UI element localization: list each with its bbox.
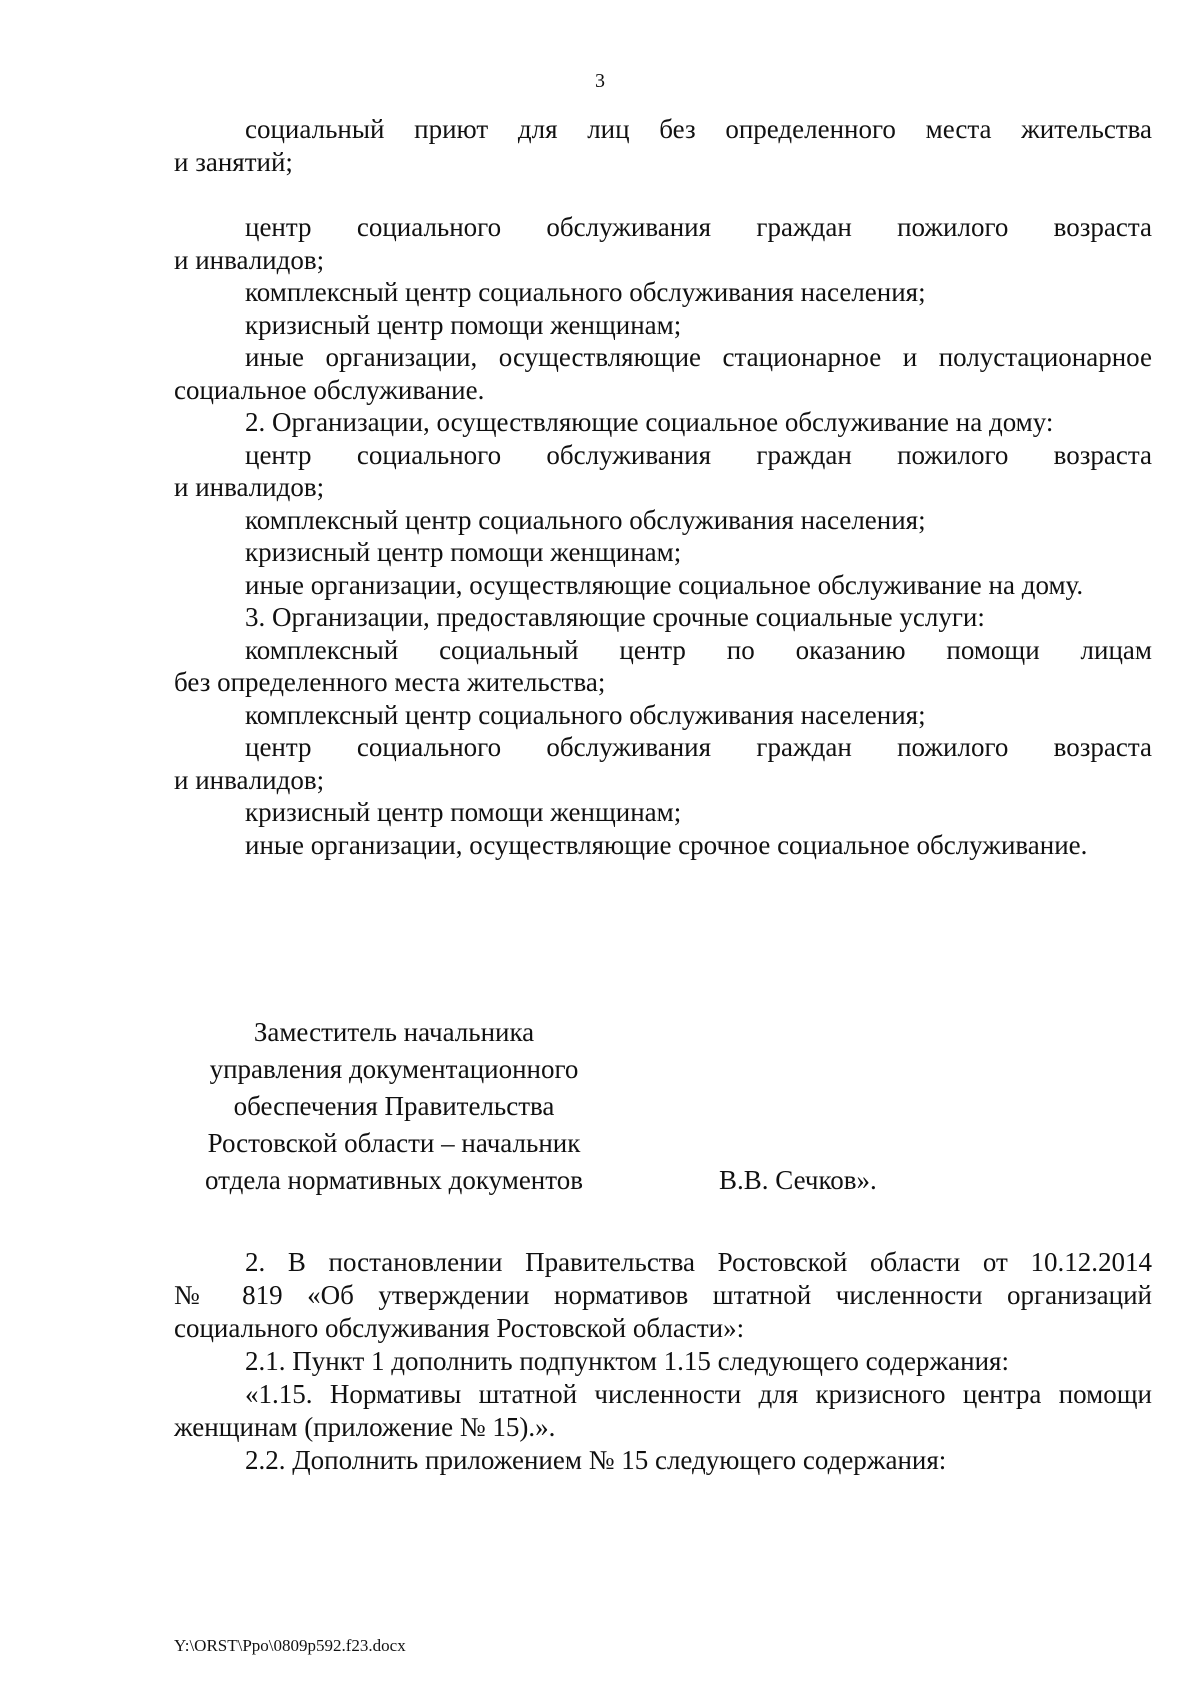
text-line: комплексный центр социального обслуживания населения; [245,699,926,730]
text-line: кризисный центр помощи женщинам; [245,537,682,567]
position-line: Ростовской области – начальник [207,1128,581,1158]
text-line: иные организации, осуществляющие стационарное и полустационарное [245,342,1152,372]
file-path-footer: Y:\ORST\Ppo\0809p592.f23.docx [174,1636,406,1655]
page-number: 3 [595,70,605,92]
text-line: центр социального обслуживания граждан пожилого возраста [245,212,1152,242]
text-line: центр социального обслуживания граждан пожилого возраста [245,439,1152,470]
text-line: без определенного места жительства; [174,667,606,697]
text-line: центр социального обслуживания граждан пожилого возраста [245,732,1152,762]
organization-list [174,113,1152,861]
signatory-position [174,1014,614,1199]
position-line: отдела нормативных документов [205,1165,583,1195]
text-line: кризисный центр помощи женщинам; [245,797,682,827]
text-line: иные организации, осуществляющие срочное социальное обслуживание. [245,829,1088,860]
text-line: № 819 «Об утверждении нормативов штатной численности организаций [174,1280,1152,1310]
text-line: и инвалидов; [174,244,325,275]
text-line: женщинам (приложение № 15).». [174,1412,556,1442]
text-line: и инвалидов; [174,472,325,502]
text-line: социального обслуживания Ростовской области»: [174,1313,745,1343]
text-line: 2. В постановлении Правительства Ростовской области от 10.12.2014 [245,1247,1152,1277]
text-line: комплексный центр социального обслуживания населения; [245,277,926,307]
section-heading: 2. Организации, осуществляющие социальное обслуживание на дому: [245,407,1054,437]
text-line: социальный приют для лиц без определенного места жительства [245,114,1152,144]
text-line: иные организации, осуществляющие социальное обслуживание на дому. [245,569,1084,600]
text-line: и занятий; [174,146,293,177]
text-line: «1.15. Нормативы штатной численности для кризисного центра помощи [245,1379,1152,1409]
amendment-text [174,1246,1152,1477]
position-line: управления документационного [209,1054,579,1084]
section-heading: 3. Организации, предоставляющие срочные социальные услуги: [245,602,985,632]
text-line: 2.1. Пункт 1 дополнить подпунктом 1.15 следующего содержания: [245,1346,1009,1376]
signatory-name: В.В. Сечков». [719,1165,877,1195]
text-line: 2.2. Дополнить приложением № 15 следующего содержания: [245,1445,947,1475]
position-line: обеспечения Правительства [233,1091,555,1121]
text-line: кризисный центр помощи женщинам; [245,309,682,340]
signature-block [174,1014,877,1199]
text-line: комплексный центр социального обслуживания населения; [245,504,926,535]
position-line: Заместитель начальника [253,1017,535,1047]
text-line: комплексный социальный центр по оказанию помощи лицам [245,634,1152,665]
text-line: и инвалидов; [174,764,325,795]
text-line: социальное обслуживание. [174,374,485,405]
